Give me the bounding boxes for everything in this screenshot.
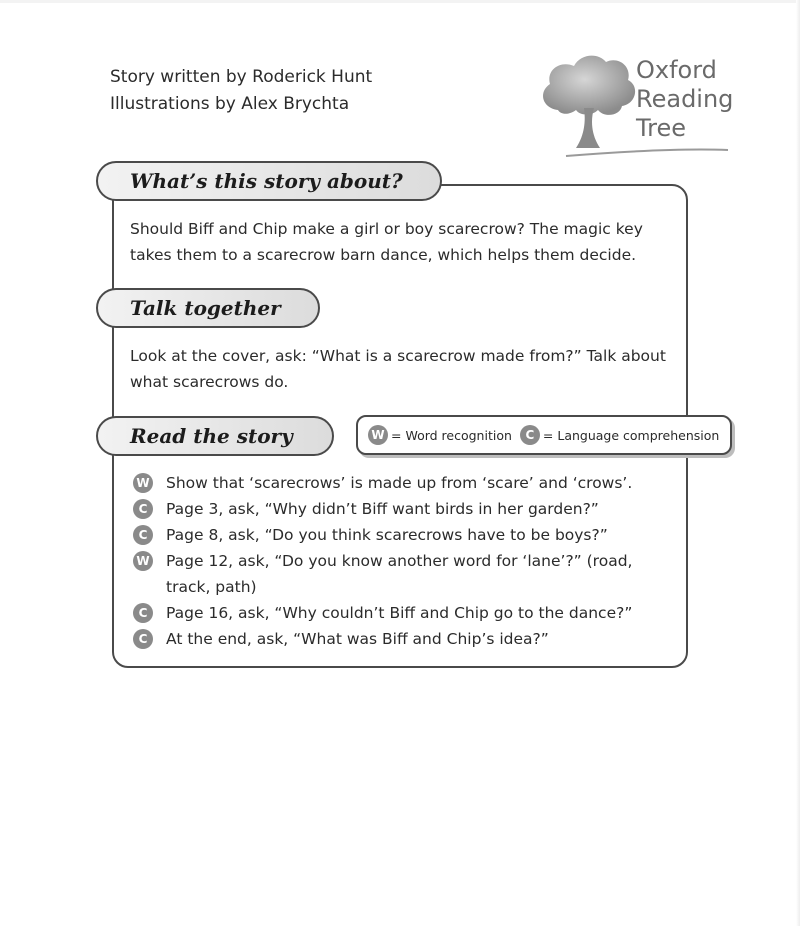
prompt-type-badge-icon: C [133, 603, 153, 623]
word-recognition-badge-icon: W [368, 425, 388, 445]
prompt-text: Page 16, ask, “Why couldn’t Biff and Chip go to the dance?” [166, 604, 633, 622]
list-item [133, 626, 673, 652]
credits [110, 64, 372, 118]
logo-line-tree: Tree [636, 114, 687, 142]
heading-story-about: What’s this story about? [96, 161, 442, 201]
logo-line-oxford: Oxford [636, 56, 717, 84]
page-edge-right [796, 0, 800, 926]
prompt-text: At the end, ask, “What was Biff and Chip’s idea?” [166, 630, 549, 648]
prompt-text: Page 12, ask, “Do you know another word for ‘lane’?” (road, track, path) [166, 552, 633, 596]
prompt-type-badge-icon: C [133, 629, 153, 649]
key-legend [356, 415, 732, 455]
prompt-text: Show that ‘scarecrows’ is made up from ‘scare’ and ‘crows’. [166, 474, 633, 492]
story-credit: Story written by Roderick Hunt [110, 67, 373, 87]
list-item [133, 600, 673, 626]
illustrations-credit: Illustrations by Alex Brychta [110, 94, 350, 114]
prompt-type-badge-icon: W [133, 473, 153, 493]
language-comprehension-label: = Language comprehension [542, 427, 720, 443]
logo-text [636, 56, 733, 143]
prompt-type-badge-icon: W [133, 551, 153, 571]
list-item [133, 496, 673, 522]
list-item [133, 522, 673, 548]
word-recognition-label: = Word recognition [391, 427, 512, 443]
page-edge-top [0, 0, 800, 3]
oxford-reading-tree-logo [536, 52, 746, 167]
prompt-type-badge-icon: C [133, 525, 153, 545]
list-item [133, 548, 673, 600]
list-item [133, 470, 673, 496]
talk-together-text: Look at the cover, ask: “What is a scarecrow made from?” Talk about what scarecrows do. [130, 347, 666, 391]
prompt-type-badge-icon: C [133, 499, 153, 519]
prompt-text: Page 3, ask, “Why didn’t Biff want birds in her garden?” [166, 500, 599, 518]
language-comprehension-badge-icon: C [520, 425, 540, 445]
heading-talk-together: Talk together [96, 288, 320, 328]
logo-line-reading: Reading [636, 85, 734, 113]
prompt-text: Page 8, ask, “Do you think scarecrows have to be boys?” [166, 526, 608, 544]
reading-prompts-list [133, 470, 673, 652]
heading-read-the-story: Read the story [96, 416, 334, 456]
story-about-text: Should Biff and Chip make a girl or boy scarecrow? The magic key takes them to a scarecrow barn dance, which helps them decide. [130, 220, 643, 264]
